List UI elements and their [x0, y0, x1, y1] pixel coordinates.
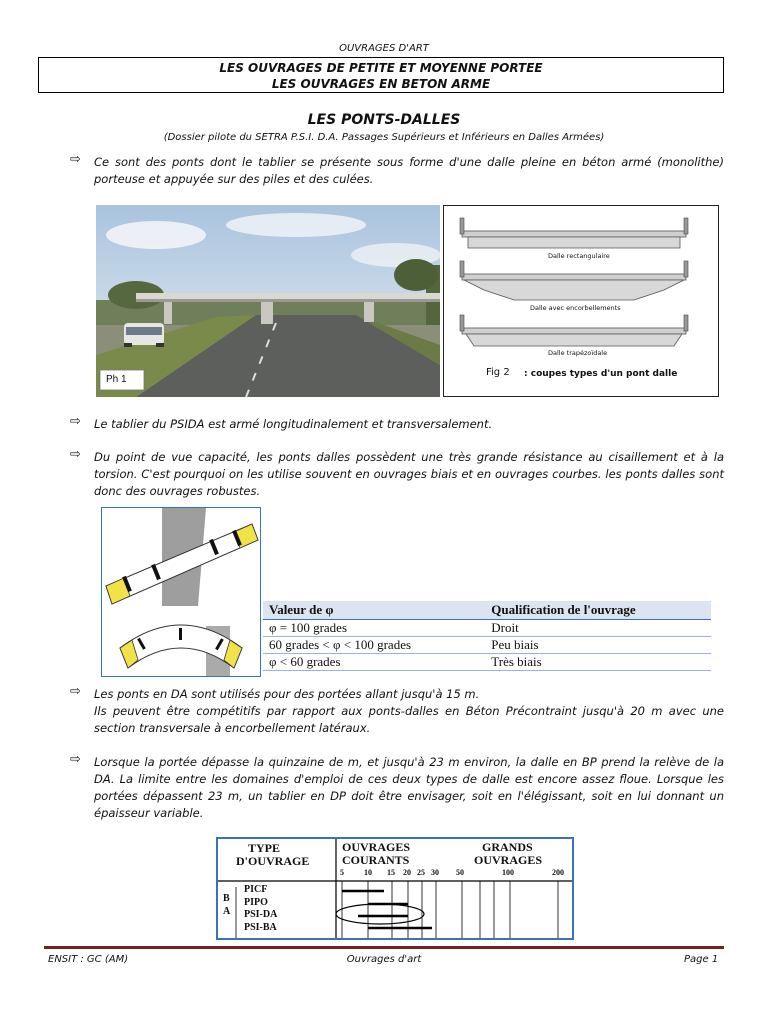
footer-rule [44, 946, 724, 949]
range-tick-label: 20 [403, 868, 411, 877]
range-tick-label: 100 [502, 868, 514, 877]
arrow-bullet-icon: ⇨ [70, 447, 81, 462]
table-header-cell: Qualification de l'ouvrage [485, 601, 711, 620]
arrow-bullet-icon: ⇨ [70, 414, 81, 429]
range-tick-label: 50 [456, 868, 464, 877]
page-title: LES PONTS-DALLES [307, 112, 461, 128]
skew-bridge-diagram [101, 507, 261, 677]
span-range-chart [216, 837, 574, 940]
bridge-photo [96, 205, 440, 397]
range-type-label: PSI-DA [244, 909, 278, 920]
arrow-bullet-icon: ⇨ [70, 152, 81, 167]
table-cell: Très biais [485, 654, 711, 671]
paragraph-intro: Ce sont des ponts dont le tablier se présente sous forme d'une dalle pleine en béton armé (monolithe) porteuse et appuyée sur des piles et des culées. [94, 155, 724, 186]
range-courants-1: OUVRAGES [342, 840, 411, 854]
page-subtitle: (Dossier pilote du SETRA P.S.I. D.A. Passages Supérieurs et Inférieurs en Dalles Armées) [163, 132, 605, 143]
figure-cross-sections [443, 205, 719, 397]
range-tick-label: 25 [417, 868, 425, 877]
paragraph-prestressed: Lorsque la portée dépasse la quinzaine de m, et jusqu'à 23 m environ, la dalle en BP prend la relève de la DA. La limite entre les domaines d'emploi de ces deux types de dalle est encore assez floue. Lorsque les portées dépassent 23 m, un tablier en DP doit être envisager, soit en l'élégissant, soit en lui donnant un épaisseur variable. [94, 755, 724, 820]
range-type-header-2: D'OUVRAGE [236, 854, 310, 868]
table-cell: Peu biais [485, 637, 711, 654]
range-type-header-1: TYPE [248, 841, 281, 855]
paragraph-reinforcement: Le tablier du PSIDA est armé longitudinalement et transversalement. [94, 417, 493, 431]
fig2-label-rect: Dalle rectangulaire [548, 252, 610, 260]
table-cell: 60 grades < φ < 100 grades [263, 637, 485, 654]
arrow-bullet-icon: ⇨ [70, 684, 81, 699]
footer-left: ENSIT : GC (AM) [48, 954, 129, 965]
range-tick-label: 200 [552, 868, 564, 877]
range-type-label: PIPO [244, 897, 268, 908]
range-tick-label: 30 [431, 868, 439, 877]
title-box-line2: LES OUVRAGES EN BETON ARME [271, 77, 491, 91]
table-header-cell: Valeur de φ [263, 601, 485, 620]
title-box-line1: LES OUVRAGES DE PETITE ET MOYENNE PORTEE [219, 61, 543, 75]
table-row [263, 620, 711, 637]
range-courants-2: COURANTS [342, 853, 410, 867]
range-type-label: PSI-BA [244, 922, 277, 933]
footer-center: Ouvrages d'art [346, 954, 422, 965]
paragraph-spans-line1: Les ponts en DA sont utilisés pour des portées allant jusqu'à 15 m. [94, 687, 480, 701]
fig2-label-encorb: Dalle avec encorbellements [530, 304, 621, 312]
running-header: OUVRAGES D'ART [339, 43, 429, 54]
photo-label: Ph 1 [106, 374, 127, 385]
range-tick-label: 10 [364, 868, 372, 877]
skew-classification-table [263, 601, 711, 671]
title-box [38, 57, 724, 93]
range-group-b: B [223, 893, 230, 904]
fig2-label-trap: Dalle trapézoïdale [548, 349, 608, 357]
table-cell: φ < 60 grades [263, 654, 485, 671]
range-type-label: PICF [244, 884, 268, 895]
paragraph-spans-line2: Ils peuvent être compétitifs par rapport aux ponts-dalles en Béton Précontraint jusqu'à 20 m avec une section transversale à encorbellement latéraux. [94, 704, 724, 735]
table-row [263, 637, 711, 654]
fig2-caption-number: Fig 2 [486, 367, 510, 378]
fig2-caption-text: : coupes types d'un pont dalle [524, 369, 678, 379]
arrow-bullet-icon: ⇨ [70, 752, 81, 767]
table-header-row [263, 601, 711, 620]
table-row [263, 654, 711, 671]
range-tick-label: 15 [387, 868, 395, 877]
range-grands-2: OUVRAGES [474, 853, 543, 867]
table-cell: φ = 100 grades [263, 620, 485, 637]
range-tick-label: 5 [340, 868, 344, 877]
range-grands-1: GRANDS [482, 840, 533, 854]
paragraph-capacity: Du point de vue capacité, les ponts dalles possèdent une très grande résistance au cisaillement et à la torsion. C'est pourquoi on les utilise souvent en ouvrages biais et en ouvrages courbes. les ponts dalles sont donc des ouvrages robustes. [94, 450, 724, 498]
table-cell: Droit [485, 620, 711, 637]
range-group-a: A [223, 906, 231, 917]
footer-right: Page 1 [684, 954, 719, 965]
